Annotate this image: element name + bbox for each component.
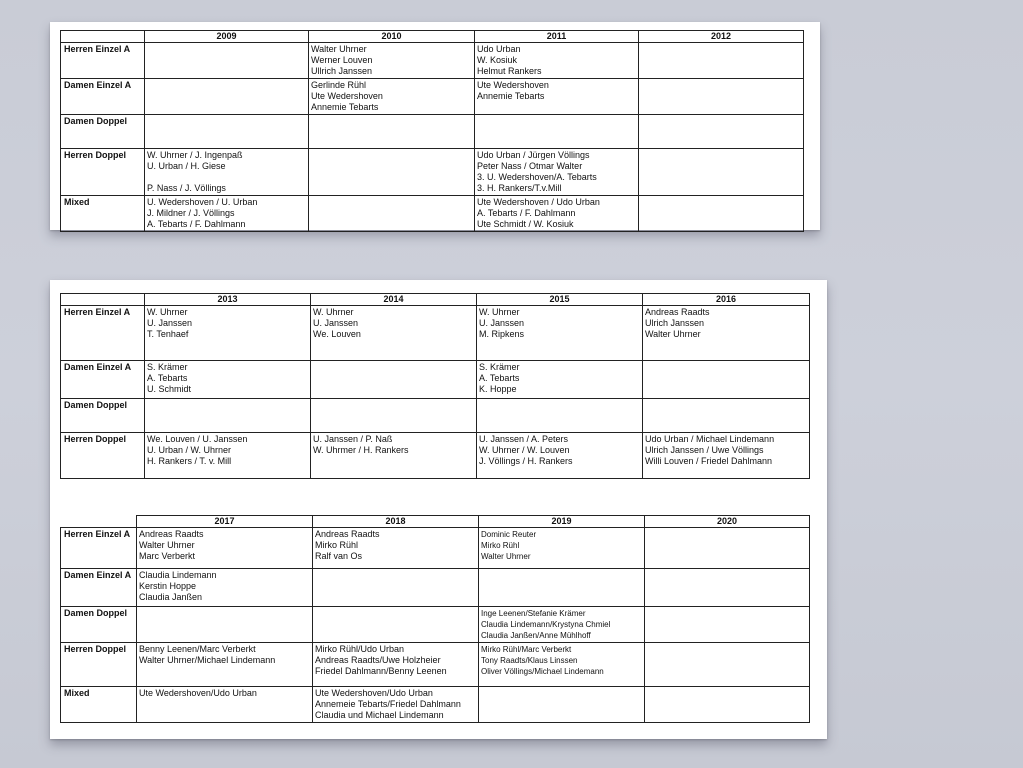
result-entry: W. Uhrner (313, 307, 354, 317)
result-cell (145, 433, 311, 479)
category-label: Herren Doppel (61, 149, 145, 196)
category-label: Mixed (61, 196, 145, 232)
result-cell (477, 399, 643, 433)
table-row (61, 361, 810, 399)
result-entry: Claudia Lindemann/Krystyna Chmiel (481, 620, 611, 629)
result-cell (145, 115, 309, 149)
result-entry: Claudia Janßen (139, 592, 203, 602)
result-entry: M. Ripkens (479, 329, 525, 339)
result-entry: Andreas Raadts (645, 307, 710, 317)
result-entry: U. Janssen (313, 318, 359, 328)
result-entry: Annemeie Tebarts/Friedel Dahlmann (315, 699, 461, 709)
result-entry: W. Uhrner / J. Ingenpaß (147, 150, 243, 160)
result-cell (475, 43, 639, 79)
result-entry: Walter Uhrner (311, 44, 367, 54)
result-entry: A. Tebarts (147, 373, 188, 383)
result-entry: Oliver Völlings/Michael Lindemann (481, 667, 604, 676)
result-entry: Ute Wedershoven/Udo Urban (139, 688, 257, 698)
result-entry: Andreas Raadts/Uwe Holzheier (315, 655, 441, 665)
table-row (61, 43, 804, 79)
result-cell (309, 149, 475, 196)
result-entry: Werner Louven (311, 55, 373, 65)
table-row (61, 196, 804, 232)
result-cell (639, 79, 804, 115)
result-entry: Udo Urban / Jürgen Völlings (477, 150, 590, 160)
table-row (61, 433, 810, 479)
result-entry: U. Urban / H. Giese (147, 161, 226, 171)
category-label: Herren Doppel (61, 643, 137, 687)
result-cell (643, 399, 810, 433)
result-entry: Inge Leenen/Stefanie Krämer (481, 609, 586, 618)
result-entry: Walter Uhrner (139, 540, 195, 550)
result-entry: T. Tenhaef (147, 329, 189, 339)
year-header: 2015 (477, 294, 643, 306)
result-cell (145, 79, 309, 115)
corner-cell (61, 516, 137, 528)
category-label: Mixed (61, 687, 137, 723)
year-header: 2018 (313, 516, 479, 528)
result-cell (145, 149, 309, 196)
result-entry: A. Tebarts / F. Dahlmann (477, 208, 576, 218)
result-entry: U. Janssen (147, 318, 193, 328)
result-entry: Ute Schmidt / W. Kosiuk (477, 219, 574, 229)
result-entry: Walter Uhrner (481, 552, 531, 561)
result-cell (643, 433, 810, 479)
table-row (61, 306, 810, 361)
result-entry: Willi Louven / Friedel Dahlmann (645, 456, 773, 466)
table-row (61, 528, 810, 569)
result-cell (313, 687, 479, 723)
table-row (61, 399, 810, 433)
category-label: Damen Doppel (61, 399, 145, 433)
result-cell (645, 687, 810, 723)
result-cell (137, 528, 313, 569)
result-entry: W. Uhrner / W. Louven (479, 445, 570, 455)
category-label: Damen Einzel A (61, 79, 145, 115)
corner-cell (61, 294, 145, 306)
result-entry: Marc Verberkt (139, 551, 196, 561)
year-header: 2010 (309, 31, 475, 43)
result-cell (479, 607, 645, 643)
category-label: Damen Einzel A (61, 361, 145, 399)
result-cell (137, 607, 313, 643)
result-entry: Ulrich Janssen / Uwe Völlings (645, 445, 764, 455)
result-cell (313, 607, 479, 643)
result-entry: U. Janssen (479, 318, 525, 328)
table-row (61, 643, 810, 687)
result-entry: Kerstin Hoppe (139, 581, 197, 591)
result-cell (145, 43, 309, 79)
result-cell (311, 433, 477, 479)
result-entry: Claudia Lindemann (139, 570, 217, 580)
result-entry: Benny Leenen/Marc Verberkt (139, 644, 256, 654)
result-entry: 3. H. Rankers/T.v.Mill (477, 183, 562, 193)
year-header: 2017 (137, 516, 313, 528)
result-entry: A. Tebarts / F. Dahlmann (147, 219, 246, 229)
table-row (61, 607, 810, 643)
year-header: 2013 (145, 294, 311, 306)
result-entry: Ullrich Janssen (311, 66, 373, 76)
result-cell (137, 643, 313, 687)
result-entry: Andreas Raadts (315, 529, 380, 539)
result-cell (313, 643, 479, 687)
year-header: 2014 (311, 294, 477, 306)
table-row (61, 569, 810, 607)
result-cell (309, 79, 475, 115)
result-cell (639, 43, 804, 79)
result-entry: Udo Urban (477, 44, 521, 54)
result-cell (645, 643, 810, 687)
result-entry: Peter Nass / Otmar Walter (477, 161, 583, 171)
result-cell (645, 528, 810, 569)
result-entry: W. Uhrmer / H. Rankers (313, 445, 409, 455)
result-entry: J. Völlings / H. Rankers (479, 456, 573, 466)
result-cell (137, 687, 313, 723)
result-entry: Tony Raadts/Klaus Linssen (481, 656, 578, 665)
result-entry: Andreas Raadts (139, 529, 204, 539)
table-row (61, 149, 804, 196)
result-cell (313, 528, 479, 569)
category-label: Damen Doppel (61, 607, 137, 643)
result-cell (479, 569, 645, 607)
result-cell (145, 306, 311, 361)
result-entry: Ute Wedershoven (311, 91, 383, 101)
result-entry: P. Nass / J. Völlings (147, 183, 226, 193)
year-header: 2012 (639, 31, 804, 43)
category-label: Herren Einzel A (61, 528, 137, 569)
year-header: 2016 (643, 294, 810, 306)
result-entry: Ute Wedershoven (477, 80, 549, 90)
result-entry: Claudia und Michael Lindemann (315, 710, 444, 720)
result-entry: K. Hoppe (479, 384, 517, 394)
year-header: 2019 (479, 516, 645, 528)
result-entry: S. Krämer (479, 362, 520, 372)
category-label: Herren Einzel A (61, 43, 145, 79)
result-cell (643, 361, 810, 399)
results-table-2017-2020 (60, 515, 810, 723)
result-entry: Ute Wedershoven/Udo Urban (315, 688, 433, 698)
result-entry: J. Mildner / J. Völlings (147, 208, 235, 218)
result-entry: W. Uhrner (479, 307, 520, 317)
result-cell (309, 196, 475, 232)
result-cell (137, 569, 313, 607)
result-entry: Udo Urban / Michael Lindemann (645, 434, 775, 444)
result-entry: W. Uhrner (147, 307, 188, 317)
result-entry: U. Wedershoven / U. Urban (147, 197, 258, 207)
result-cell (477, 306, 643, 361)
result-cell (309, 43, 475, 79)
category-label: Damen Doppel (61, 115, 145, 149)
result-entry: U. Urban / W. Uhrner (147, 445, 232, 455)
table-row (61, 115, 804, 149)
result-cell (475, 79, 639, 115)
result-cell (311, 399, 477, 433)
result-cell (477, 361, 643, 399)
result-entry: H. Rankers / T. v. Mill (147, 456, 232, 466)
result-cell (311, 361, 477, 399)
category-label: Damen Einzel A (61, 569, 137, 607)
result-cell (643, 306, 810, 361)
result-entry: Mirko Rühl (481, 541, 520, 550)
result-cell (145, 361, 311, 399)
result-entry: Mirko Rühl (315, 540, 359, 550)
result-entry: Ulrich Janssen (645, 318, 705, 328)
result-cell (313, 569, 479, 607)
result-entry: We. Louven / U. Janssen (147, 434, 248, 444)
result-cell (145, 196, 309, 232)
result-cell (479, 643, 645, 687)
result-entry: W. Kosiuk (477, 55, 518, 65)
year-header: 2009 (145, 31, 309, 43)
result-entry: Helmut Rankers (477, 66, 542, 76)
year-header: 2020 (645, 516, 810, 528)
result-cell (639, 149, 804, 196)
result-cell (645, 569, 810, 607)
category-label: Herren Einzel A (61, 306, 145, 361)
result-entry: S. Krämer (147, 362, 188, 372)
result-cell (145, 399, 311, 433)
result-entry: 3. U. Wedershoven/A. Tebarts (477, 172, 597, 182)
result-cell (475, 115, 639, 149)
result-entry: Mirko Rühl/Udo Urban (315, 644, 405, 654)
result-entry: Walter Uhrner (645, 329, 701, 339)
result-cell (309, 115, 475, 149)
result-cell (639, 196, 804, 232)
results-table-2013-2016 (60, 293, 810, 479)
table-row (61, 687, 810, 723)
result-cell (479, 528, 645, 569)
result-entry: Ute Wedershoven / Udo Urban (477, 197, 600, 207)
result-entry: We. Louven (313, 329, 361, 339)
result-entry: Dominic Reuter (481, 530, 537, 539)
result-cell (475, 149, 639, 196)
result-entry: U. Schmidt (147, 384, 192, 394)
result-entry: Friedel Dahlmann/Benny Leenen (315, 666, 447, 676)
result-entry: Mirko Rühl/Marc Verberkt (481, 645, 572, 654)
result-entry (147, 172, 306, 183)
result-cell (311, 306, 477, 361)
result-entry: U. Janssen / A. Peters (479, 434, 569, 444)
result-entry: Ralf van Os (315, 551, 363, 561)
corner-cell (61, 31, 145, 43)
result-cell (639, 115, 804, 149)
result-entry: Annemie Tebarts (477, 91, 545, 101)
result-cell (479, 687, 645, 723)
table-row (61, 79, 804, 115)
result-entry: A. Tebarts (479, 373, 520, 383)
result-entry: Walter Uhrner/Michael Lindemann (139, 655, 276, 665)
results-table-2009-2012 (60, 30, 804, 232)
result-cell (477, 433, 643, 479)
category-label: Herren Doppel (61, 433, 145, 479)
result-cell (645, 607, 810, 643)
year-header: 2011 (475, 31, 639, 43)
result-entry: Claudia Janßen/Anne Mühlhoff (481, 631, 591, 640)
result-cell (475, 196, 639, 232)
result-entry: Annemie Tebarts (311, 102, 379, 112)
result-entry: Gerlinde Rühl (311, 80, 367, 90)
result-entry: U. Janssen / P. Naß (313, 434, 393, 444)
